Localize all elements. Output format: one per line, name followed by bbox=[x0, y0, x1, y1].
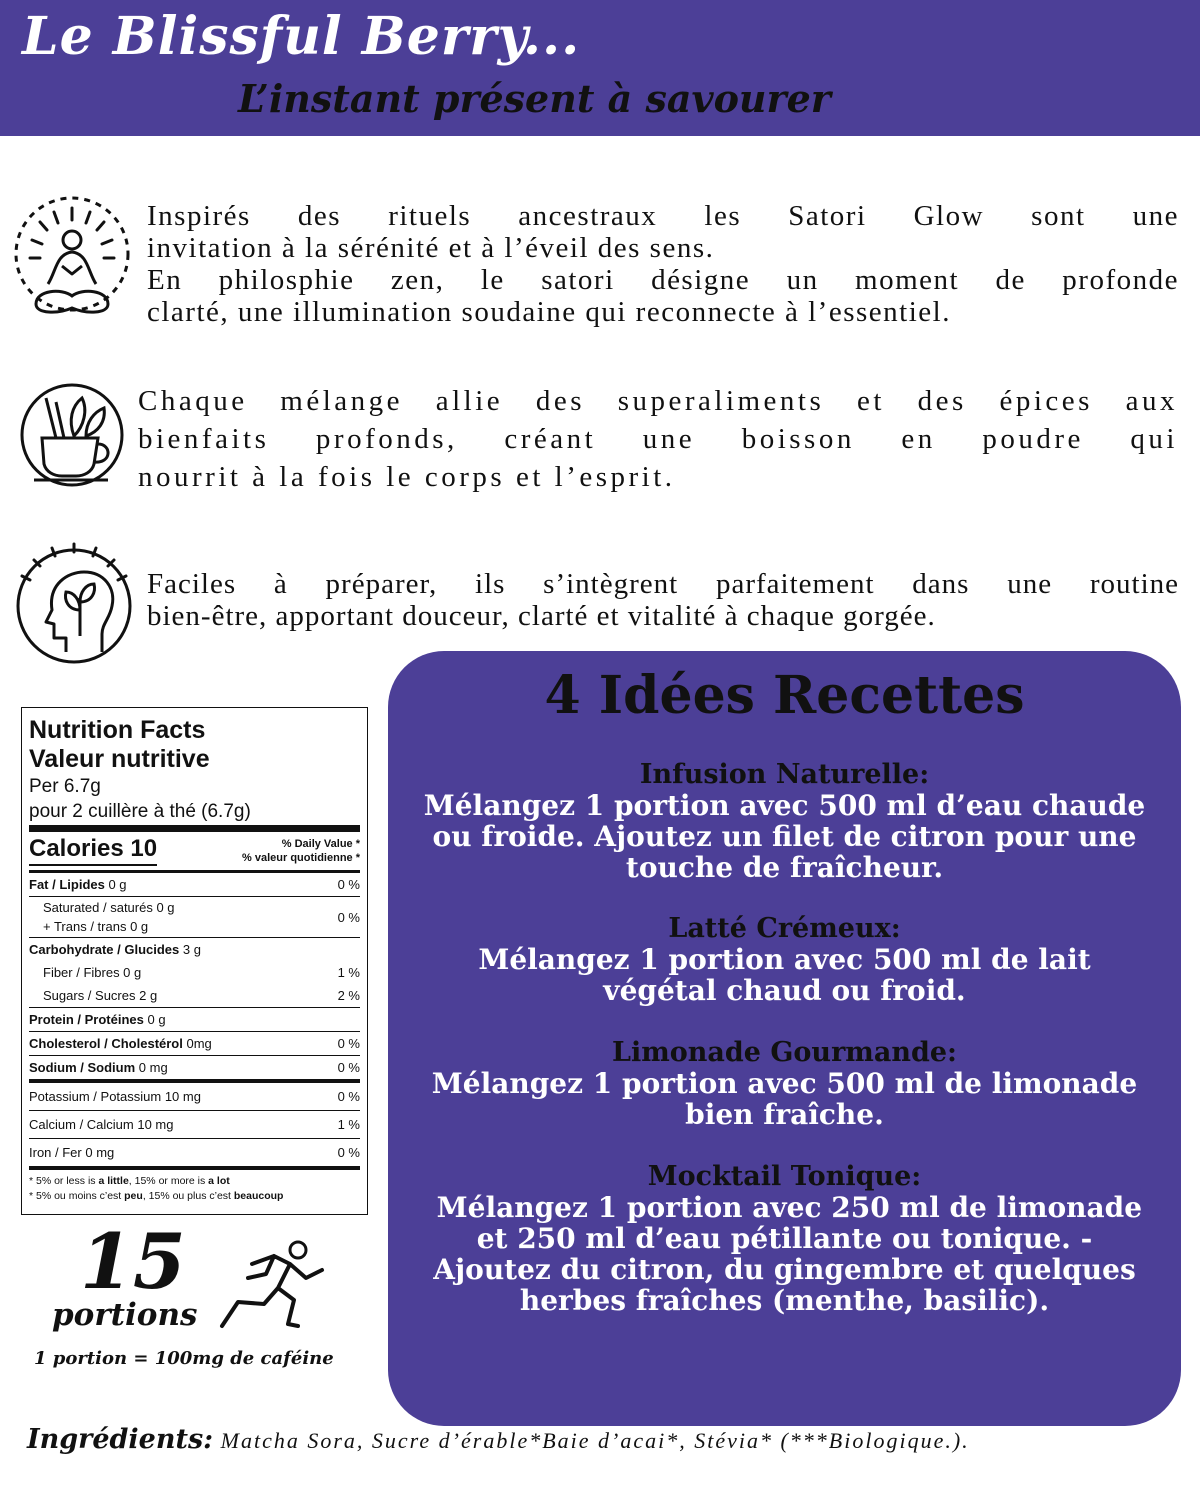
iron-label: Iron / Fer 0 mg bbox=[29, 1145, 115, 1160]
protein-row bbox=[29, 1008, 360, 1032]
runner-icon bbox=[218, 1238, 330, 1338]
page-title: Le Blissful Berry... bbox=[22, 6, 581, 67]
thick-divider bbox=[29, 825, 360, 832]
potassium-label: Potassium / Potassium 10 mg bbox=[29, 1089, 201, 1104]
intro-1-line-2: invitation à la sérénité et à l’éveil des sens. bbox=[147, 232, 715, 264]
nutrition-title-fr: Valeur nutritive bbox=[29, 745, 210, 773]
recipe-line: bien fraîche. bbox=[685, 1098, 884, 1131]
tea-cup-icon bbox=[12, 380, 132, 490]
page-subtitle: L’instant présent à savourer bbox=[238, 76, 831, 121]
recipe-line: Mélangez 1 portion avec 500 ml d’eau chaude bbox=[423, 789, 1146, 822]
foot-fr-b: peu bbox=[124, 1190, 143, 1202]
recipe-line: herbes fraîches (menthe, basilic). bbox=[519, 1284, 1050, 1317]
recipe-latte bbox=[408, 913, 1161, 1006]
potassium-row bbox=[29, 1083, 360, 1111]
fat-pct: 0 % bbox=[337, 877, 360, 892]
fiber-row bbox=[29, 961, 360, 984]
intro-3-line-1: Faciles à préparer, ils s’intègrent parfaitement dans une routine bbox=[147, 568, 1179, 600]
nutrition-footnote bbox=[29, 1166, 360, 1204]
portions-count: 15 bbox=[80, 1217, 186, 1306]
sodium-label: Sodium / Sodium bbox=[29, 1060, 136, 1075]
caffeine-note: 1 portion = 100mg de caféine bbox=[34, 1348, 334, 1369]
serving-size-fr: pour 2 cuillère à thé (6.7g) bbox=[29, 801, 251, 822]
ingredients-text: Matcha Sora, Sucre d’érable*Baie d’acai*, Stévia* (***Biologique.). bbox=[213, 1428, 970, 1453]
header-banner bbox=[0, 0, 1200, 136]
recipe-mocktail bbox=[408, 1161, 1161, 1316]
foot-en-d: a lot bbox=[208, 1175, 230, 1187]
intro-paragraph-3 bbox=[147, 568, 1179, 632]
recipe-name: Infusion Naturelle: bbox=[639, 759, 930, 790]
intro-1-line-1: Inspirés des rituels ancestraux les Satori Glow sont une bbox=[147, 200, 1179, 232]
intro-1-line-4: clarté, une illumination soudaine qui reconnecte à l’essentiel. bbox=[147, 296, 951, 328]
daily-value-header bbox=[242, 834, 360, 865]
daily-value-fr: % valeur quotidienne * bbox=[242, 852, 360, 864]
carb-value: 3 g bbox=[179, 942, 201, 957]
meditation-icon bbox=[12, 192, 132, 332]
footnote-fr bbox=[29, 1189, 360, 1204]
cholesterol-value: 0mg bbox=[182, 1036, 212, 1051]
recipe-name: Limonade Gourmande: bbox=[611, 1037, 958, 1068]
recipe-infusion bbox=[408, 759, 1161, 883]
fat-row bbox=[29, 873, 360, 897]
recipes-panel bbox=[388, 651, 1181, 1426]
fat-label: Fat / Lipides bbox=[29, 877, 105, 892]
ingredients-label: Ingrédients: bbox=[27, 1424, 214, 1455]
saturated-pct: 0 % bbox=[337, 909, 360, 925]
fiber-label: Fiber / Fibres 0 g bbox=[43, 965, 142, 980]
recipe-line: et 250 ml d’eau pétillante ou tonique. - bbox=[476, 1222, 1093, 1255]
nutrition-title-en: Nutrition Facts bbox=[29, 716, 206, 744]
calcium-label: Calcium / Calcium 10 mg bbox=[29, 1117, 174, 1132]
foot-fr-d: beaucoup bbox=[233, 1190, 284, 1202]
foot-en-c: , 15% or more is bbox=[128, 1175, 209, 1187]
daily-value-en: % Daily Value * bbox=[281, 838, 360, 850]
sodium-pct: 0 % bbox=[337, 1060, 360, 1075]
footnote-en bbox=[29, 1174, 360, 1189]
recipe-line: touche de fraîcheur. bbox=[625, 851, 944, 884]
cholesterol-row bbox=[29, 1032, 360, 1056]
calcium-row bbox=[29, 1111, 360, 1139]
sodium-value: 0 mg bbox=[135, 1060, 168, 1075]
cholesterol-pct: 0 % bbox=[337, 1036, 360, 1051]
sugars-label: Sugars / Sucres 2 g bbox=[43, 988, 158, 1003]
foot-en-b: a little bbox=[98, 1175, 129, 1187]
recipe-line: ou froide. Ajoutez un filet de citron pour une bbox=[432, 820, 1137, 853]
mind-growth-icon bbox=[12, 540, 136, 665]
saturated-label: Saturated / saturés 0 g bbox=[43, 900, 175, 915]
recipe-limonade bbox=[408, 1037, 1161, 1130]
foot-fr-a: * 5% ou moins c’est bbox=[29, 1190, 125, 1202]
foot-en-a: * 5% or less is bbox=[29, 1175, 99, 1187]
sugars-row bbox=[29, 984, 360, 1008]
portions-label: portions bbox=[52, 1297, 198, 1333]
sodium-row bbox=[29, 1056, 360, 1083]
calcium-pct: 1 % bbox=[337, 1117, 360, 1132]
carb-row bbox=[29, 938, 360, 961]
intro-paragraph-1 bbox=[147, 200, 1179, 328]
carb-label: Carbohydrate / Glucides bbox=[29, 942, 180, 957]
foot-fr-c: , 15% ou plus c’est bbox=[142, 1190, 234, 1202]
protein-label: Protein / Protéines bbox=[29, 1012, 144, 1027]
recipes-title: 4 Idées Recettes bbox=[544, 665, 1025, 726]
fat-value: 0 g bbox=[104, 877, 127, 892]
intro-1-line-3: En philosphie zen, le satori désigne un moment de profonde bbox=[147, 264, 1179, 296]
saturated-trans-row bbox=[29, 897, 360, 938]
intro-2-line-2: bienfaits profonds, créant une boisson en poudre qui bbox=[138, 423, 1178, 455]
recipe-name: Latté Crémeux: bbox=[668, 913, 901, 944]
recipe-line: Ajoutez du citron, du gingembre et quelques bbox=[433, 1253, 1136, 1286]
nutrition-facts-table bbox=[21, 707, 368, 1215]
calories-label: Calories 10 bbox=[29, 834, 157, 866]
fiber-pct: 1 % bbox=[337, 965, 360, 980]
sugars-pct: 2 % bbox=[337, 988, 360, 1003]
potassium-pct: 0 % bbox=[337, 1089, 360, 1104]
ingredients-line bbox=[27, 1424, 970, 1455]
iron-row bbox=[29, 1139, 360, 1166]
intro-3-line-2: bien-être, apportant douceur, clarté et vitalité à chaque gorgée. bbox=[147, 600, 936, 632]
recipe-line: Mélangez 1 portion avec 250 ml de limonade bbox=[426, 1191, 1143, 1224]
recipe-line: Mélangez 1 portion avec 500 ml de limonade bbox=[431, 1067, 1138, 1100]
recipe-line: Mélangez 1 portion avec 500 ml de lait bbox=[478, 943, 1091, 976]
protein-value: 0 g bbox=[143, 1012, 166, 1027]
trans-label: + Trans / trans 0 g bbox=[43, 919, 149, 934]
recipe-line: végétal chaud ou froid. bbox=[603, 974, 966, 1007]
serving-size-en: Per 6.7g bbox=[29, 776, 101, 797]
recipe-name: Mocktail Tonique: bbox=[647, 1161, 922, 1192]
cholesterol-label: Cholesterol / Cholestérol bbox=[29, 1036, 183, 1051]
intro-2-line-3: nourrit à la fois le corps et l’esprit. bbox=[138, 461, 676, 493]
calories-row bbox=[29, 832, 360, 873]
intro-paragraph-2 bbox=[138, 382, 1178, 496]
iron-pct: 0 % bbox=[337, 1145, 360, 1160]
intro-2-line-1: Chaque mélange allie des superaliments et des épices aux bbox=[138, 385, 1178, 417]
